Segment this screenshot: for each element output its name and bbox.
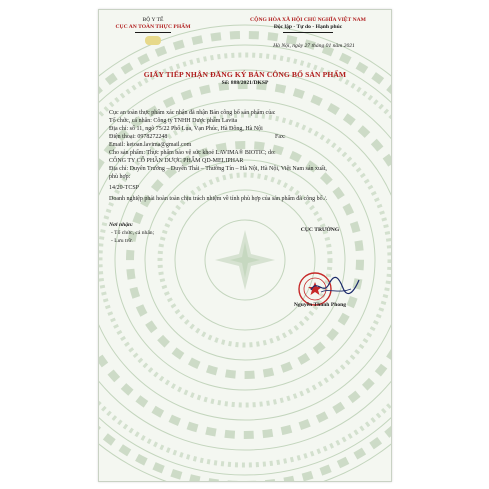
manufacturer-name: CÔNG TY CỔ PHẦN DƯỢC PHẨM QD-MELIPHAR (109, 158, 244, 164)
recipient-item: - Tổ chức, cá nhân; (111, 230, 155, 236)
handwritten-signature (307, 274, 363, 298)
department-name: CỤC AN TOÀN THỰC PHẨM (115, 24, 191, 30)
recipients-label: Nơi nhận: (109, 222, 133, 228)
phone-line: Điện thoại: 0978272248 (109, 134, 168, 140)
address-line: Địa chỉ: số 11, ngõ 75/22 Phố Lụa, Vạn Phúc, Hà Đông, Hà Nội (109, 126, 263, 132)
organization-line: Tổ chức, cá nhân: Công ty TNHH Dược phẩm Lavita (109, 118, 238, 124)
product-line: Cho sản phẩm: Thực phẩm bảo vệ sức khoẻ LAVIMA® BIOTIC; do: (109, 150, 276, 156)
manufacturer-address-line-1: Địa chỉ: Duyên Trường – Duyên Thái – Thường Tín – Hà Nội, Hà Nội, Việt Nam sản xuất, (109, 166, 327, 172)
fax-label: Fax: (275, 134, 286, 140)
signatory-office: CỤC TRƯỞNG (300, 227, 340, 233)
standard-number: 14/20-TCSP (109, 185, 140, 191)
motto-underline (283, 32, 333, 33)
ministry-name: BỘ Y TẾ (142, 17, 164, 23)
recipient-item: - Lưu trữ. (111, 238, 133, 244)
national-motto: Độc lập - Tự do - Hạnh phúc (273, 24, 343, 30)
republic-name: CỘNG HÒA XÃ HỘI CHỦ NGHĨA VIỆT NAM (250, 17, 366, 23)
place-date: Hà Nội, ngày 27 tháng 01 năm 2021 (273, 43, 355, 49)
document-title: GIẤY TIẾP NHẬN ĐĂNG KÝ BẢN CÔNG BỐ SẢN PHẨM (143, 70, 347, 79)
signatory-name: Nguyễn Thanh Phong (293, 302, 347, 308)
department-underline (135, 32, 171, 33)
document-number: Số: 888/2021/DKSP (221, 80, 269, 86)
ministry-seal-icon (145, 36, 161, 45)
responsibility-note: Doanh nghiệp phải hoàn toàn chịu trách nhiệm về tính phù hợp của sản phẩm đã công bố./. (109, 196, 328, 202)
email-line: Email: ketoan.lavima@gmail.com (109, 142, 192, 148)
intro-text: Cục an toàn thực phẩm xác nhận đã nhận Bản công bố sản phẩm của: (109, 110, 276, 116)
certificate-document (98, 9, 392, 482)
manufacturer-address-line-2: phù hợp: (109, 174, 131, 180)
